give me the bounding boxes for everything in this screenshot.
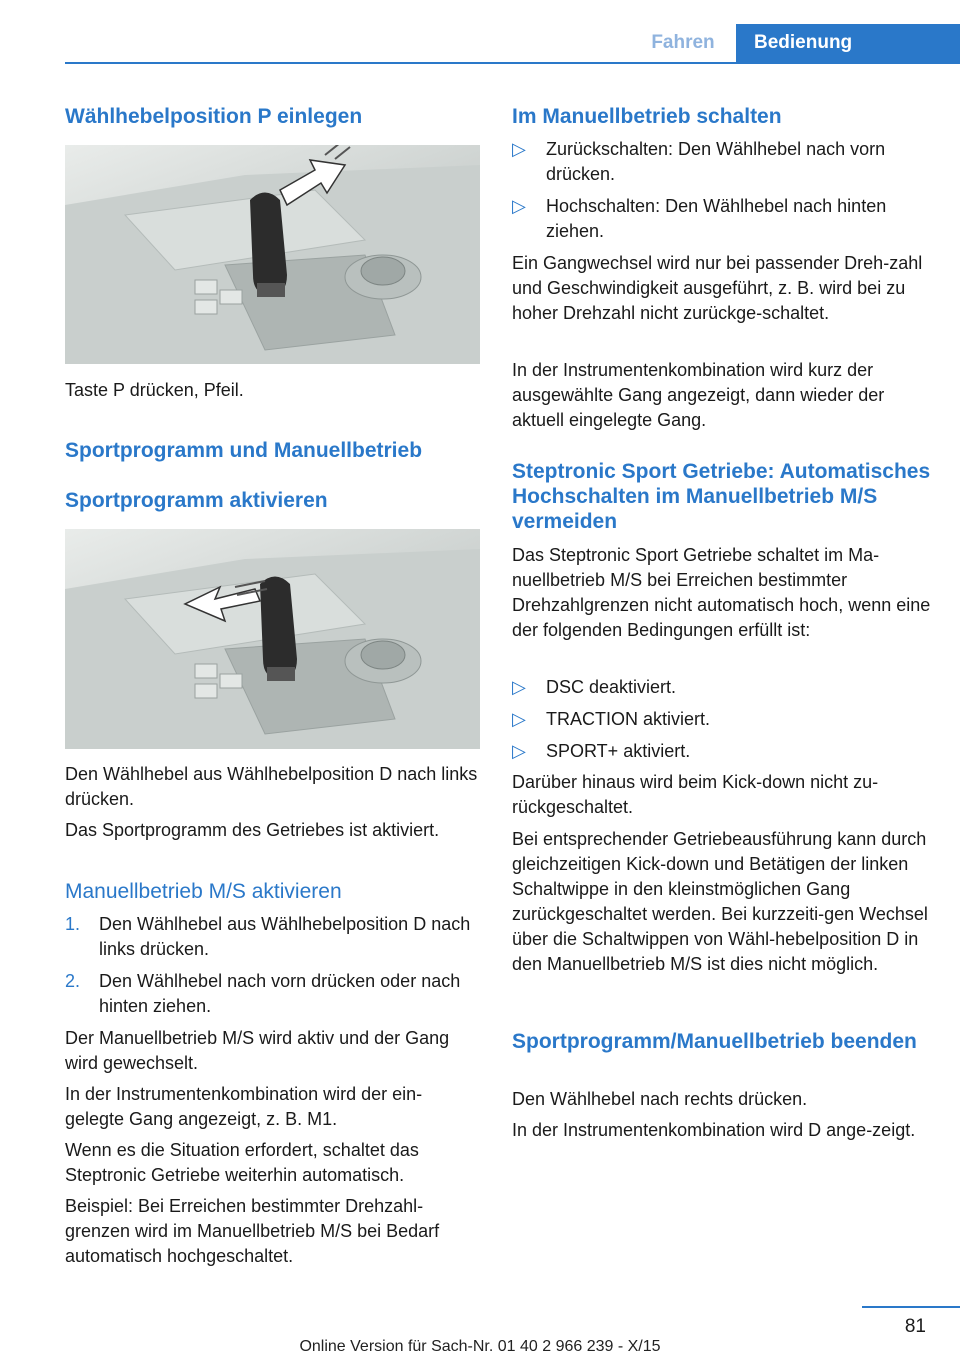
paragraph: Den Wählhebel nach rechts drücken.	[512, 1089, 808, 1109]
page-number: 81	[904, 1316, 926, 1337]
list-item	[512, 194, 932, 244]
gear-selector-illustration	[65, 529, 480, 749]
paragraph: Wenn es die Situation erfordert, schaltet das Steptronic Getriebe weiterhin automatisch.	[65, 1140, 419, 1185]
list-text: DSC deaktiviert.	[546, 677, 677, 697]
caption-sport-1: Den Wählhebel aus Wählhebelposition D nach links drücken.	[65, 764, 478, 809]
heading-schalten: Im Manuellbetrieb schalten	[512, 105, 782, 128]
list-item	[512, 137, 932, 187]
paragraph: Beispiel: Bei Erreichen bestimmter Drehzahl-grenzen wird im Manuellbetrieb M/S bei Bedarf automatisch hochgeschaltet.	[65, 1196, 440, 1266]
list-item	[65, 969, 480, 1019]
step-number: 2.	[65, 971, 81, 991]
list-text: Zurückschalten: Den Wählhebel nach vorn drücken.	[546, 139, 886, 184]
online-version-footer: Online Version für Sach-Nr. 01 40 2 966 239 - X/15	[299, 1338, 661, 1355]
paragraph: Bei entsprechender Getriebeausführung kann durch gleichzeitigen Kick-down und Betätigen der linken Schaltwippe in den kleinstmöglichen Gang zurückgeschaltet werden. Bei kurzzeiti-gen Wechsel über die Schaltwippen von Wähl-hebelposition D in den Manuellbetrieb M/S ist dies nicht möglich.	[512, 829, 928, 974]
gear-selector-photo-p	[65, 145, 480, 364]
paragraph: Ein Gangwechsel wird nur bei passender Dreh-zahl und Geschwindigkeit ausgeführt, z. B. wird bei zu hoher Drehzahl nicht zurückge-schaltet.	[512, 253, 923, 323]
heading-beenden: Sportprogramm/Manuellbetrieb beenden	[512, 1030, 917, 1053]
paragraph: Das Steptronic Sport Getriebe schaltet im Ma-nuellbetrieb M/S bei Erreichen bestimmter Drehzahlgrenzen nicht automatisch hoch, wenn eine der folgenden Bedingungen erfüllt ist:	[512, 545, 931, 640]
tab-fahren[interactable]: Fahren	[651, 32, 715, 53]
heading-sport-manuell: Sportprogramm und Manuellbetrieb	[65, 439, 423, 462]
heading-p-einlegen: Wählhebelposition P einlegen	[65, 105, 363, 128]
list-item	[65, 912, 480, 962]
triangle-bullet-icon: ▷	[512, 677, 526, 697]
steps-list	[65, 912, 480, 1019]
footer-rule	[862, 1306, 960, 1308]
caption-sport-2: Das Sportprogramm des Getriebes ist aktiviert.	[65, 820, 440, 840]
gear-selector-illustration	[65, 145, 480, 364]
paragraph: In der Instrumentenkombination wird der ein-gelegte Gang angezeigt, z. B. M1.	[65, 1084, 423, 1129]
triangle-bullet-icon: ▷	[512, 741, 526, 761]
paragraph: In der Instrumentenkombination wird kurz der ausgewählte Gang angezeigt, dann wieder der aktuell eingelegte Gang.	[512, 360, 885, 430]
paragraph: Darüber hinaus wird beim Kick-down nicht zu-rückgeschaltet.	[512, 772, 879, 817]
list-item	[512, 707, 932, 732]
list-text: TRACTION aktiviert.	[546, 709, 711, 729]
list-text: SPORT+ aktiviert.	[546, 741, 691, 761]
tab-bedienung[interactable]: Bedienung	[736, 24, 960, 62]
heading-sport-aktivieren: Sportprogramm aktivieren	[65, 489, 328, 512]
triangle-bullet-icon: ▷	[512, 139, 526, 159]
paragraph: In der Instrumentenkombination wird D ange-zeigt.	[512, 1120, 916, 1140]
heading-manuell-aktivieren: Manuellbetrieb M/S aktivieren	[65, 880, 342, 903]
step-number: 1.	[65, 914, 81, 934]
list-text: Hochschalten: Den Wählhebel nach hinten ziehen.	[546, 196, 887, 241]
gear-selector-photo-sport	[65, 529, 480, 749]
step-text: Den Wählhebel nach vorn drücken oder nach hinten ziehen.	[99, 971, 461, 1016]
triangle-bullet-icon: ▷	[512, 709, 526, 729]
list-item	[512, 675, 932, 700]
list-item	[512, 739, 932, 764]
conditions-list	[512, 675, 932, 764]
shift-list	[512, 137, 932, 244]
triangle-bullet-icon: ▷	[512, 196, 526, 216]
header-rule	[65, 62, 960, 64]
paragraph: Der Manuellbetrieb M/S wird aktiv und der Gang wird gewechselt.	[65, 1028, 450, 1073]
heading-steptronic: Steptronic Sport Getriebe: Automatisches Hochschalten im Manuellbetrieb M/S vermeiden	[512, 460, 931, 533]
caption-p: Taste P drücken, Pfeil.	[65, 380, 244, 400]
step-text: Den Wählhebel aus Wählhebelposition D nach links drücken.	[99, 914, 471, 959]
